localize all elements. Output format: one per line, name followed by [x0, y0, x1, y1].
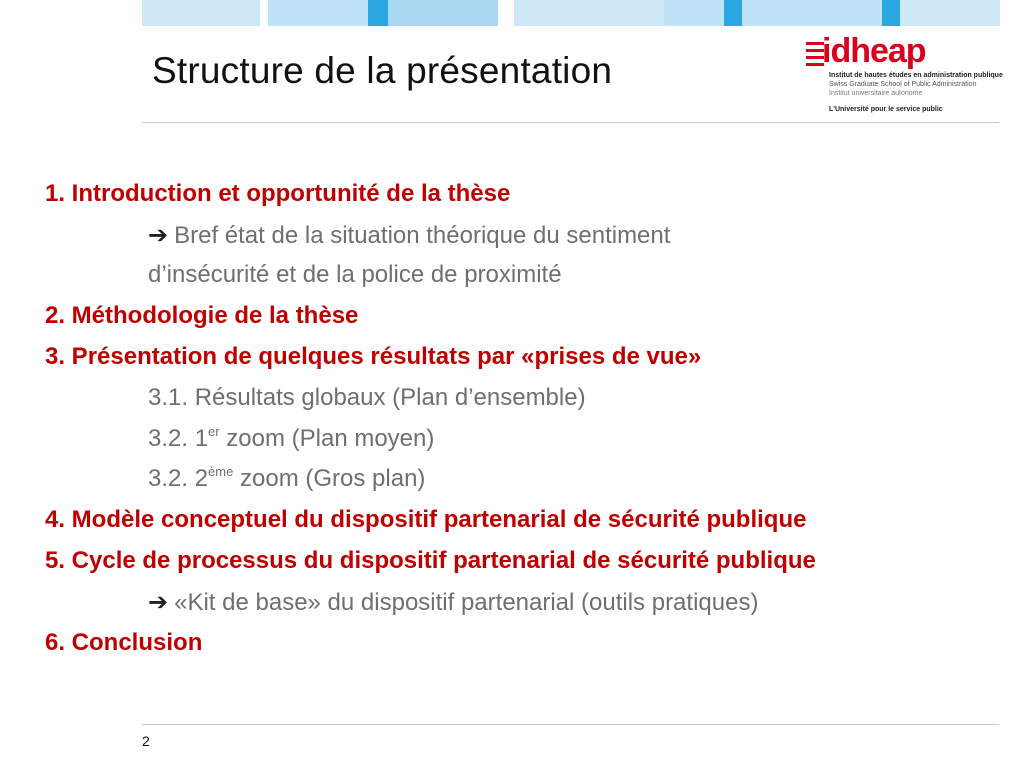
outline-subitem-3-3-suffix: zoom (Gros plan) — [233, 465, 426, 492]
outline-subitem-3-2-suffix: zoom (Plan moyen) — [219, 425, 435, 452]
outline-subitem-1a-text: Bref état de la situation théorique du sentiment — [174, 222, 671, 249]
outline-item-3: 3. Présentation de quelques résultats par «prises de vue» — [45, 343, 702, 370]
logo-wordmark: idheap — [822, 32, 926, 70]
logo-line-3: Institut universitaire autonome — [829, 90, 923, 97]
outline-item-5: 5. Cycle de processus du dispositif partenarial de sécurité publique — [45, 547, 816, 574]
outline-item-1: 1. Introduction et opportunité de la thèse — [45, 180, 511, 207]
arrow-right-icon: ➔ — [148, 222, 169, 249]
outline-subitem-5 — [148, 588, 758, 617]
arrow-right-icon: ➔ — [148, 589, 169, 616]
logo-line-1: Institut de hautes études en administration publique — [829, 72, 1003, 79]
outline-item-6: 6. Conclusion — [45, 629, 203, 656]
outline-subitem-1a — [148, 221, 670, 250]
outline-item-2: 2. Méthodologie de la thèse — [45, 302, 359, 329]
logo-line-2: Swiss Graduate School of Public Administration — [829, 81, 977, 88]
outline-subitem-5-text: «Kit de base» du dispositif partenarial (outils pratiques) — [174, 589, 759, 616]
outline-item-4: 4. Modèle conceptuel du dispositif partenarial de sécurité publique — [45, 506, 807, 533]
logo-line-4: L'Université pour le service public — [829, 106, 943, 113]
outline-subitem-3-2-prefix: 3.2. 1 — [148, 425, 209, 452]
outline-subitem-3-2-sup: er — [208, 424, 220, 439]
outline-subitem-3-2 — [148, 425, 434, 453]
outline-subitem-3-1: 3.1. Résultats globaux (Plan d’ensemble) — [148, 384, 586, 411]
footer-divider — [142, 724, 999, 725]
outline-subitem-1b: d’insécurité et de la police de proximité — [148, 261, 562, 288]
outline-subitem-3-3 — [148, 465, 425, 493]
outline-subitem-3-3-prefix: 3.2. 2 — [148, 465, 209, 492]
outline-subitem-3-3-sup: ème — [208, 464, 234, 479]
page-number: 2 — [142, 733, 150, 749]
slide-title: Structure de la présentation — [152, 50, 613, 91]
